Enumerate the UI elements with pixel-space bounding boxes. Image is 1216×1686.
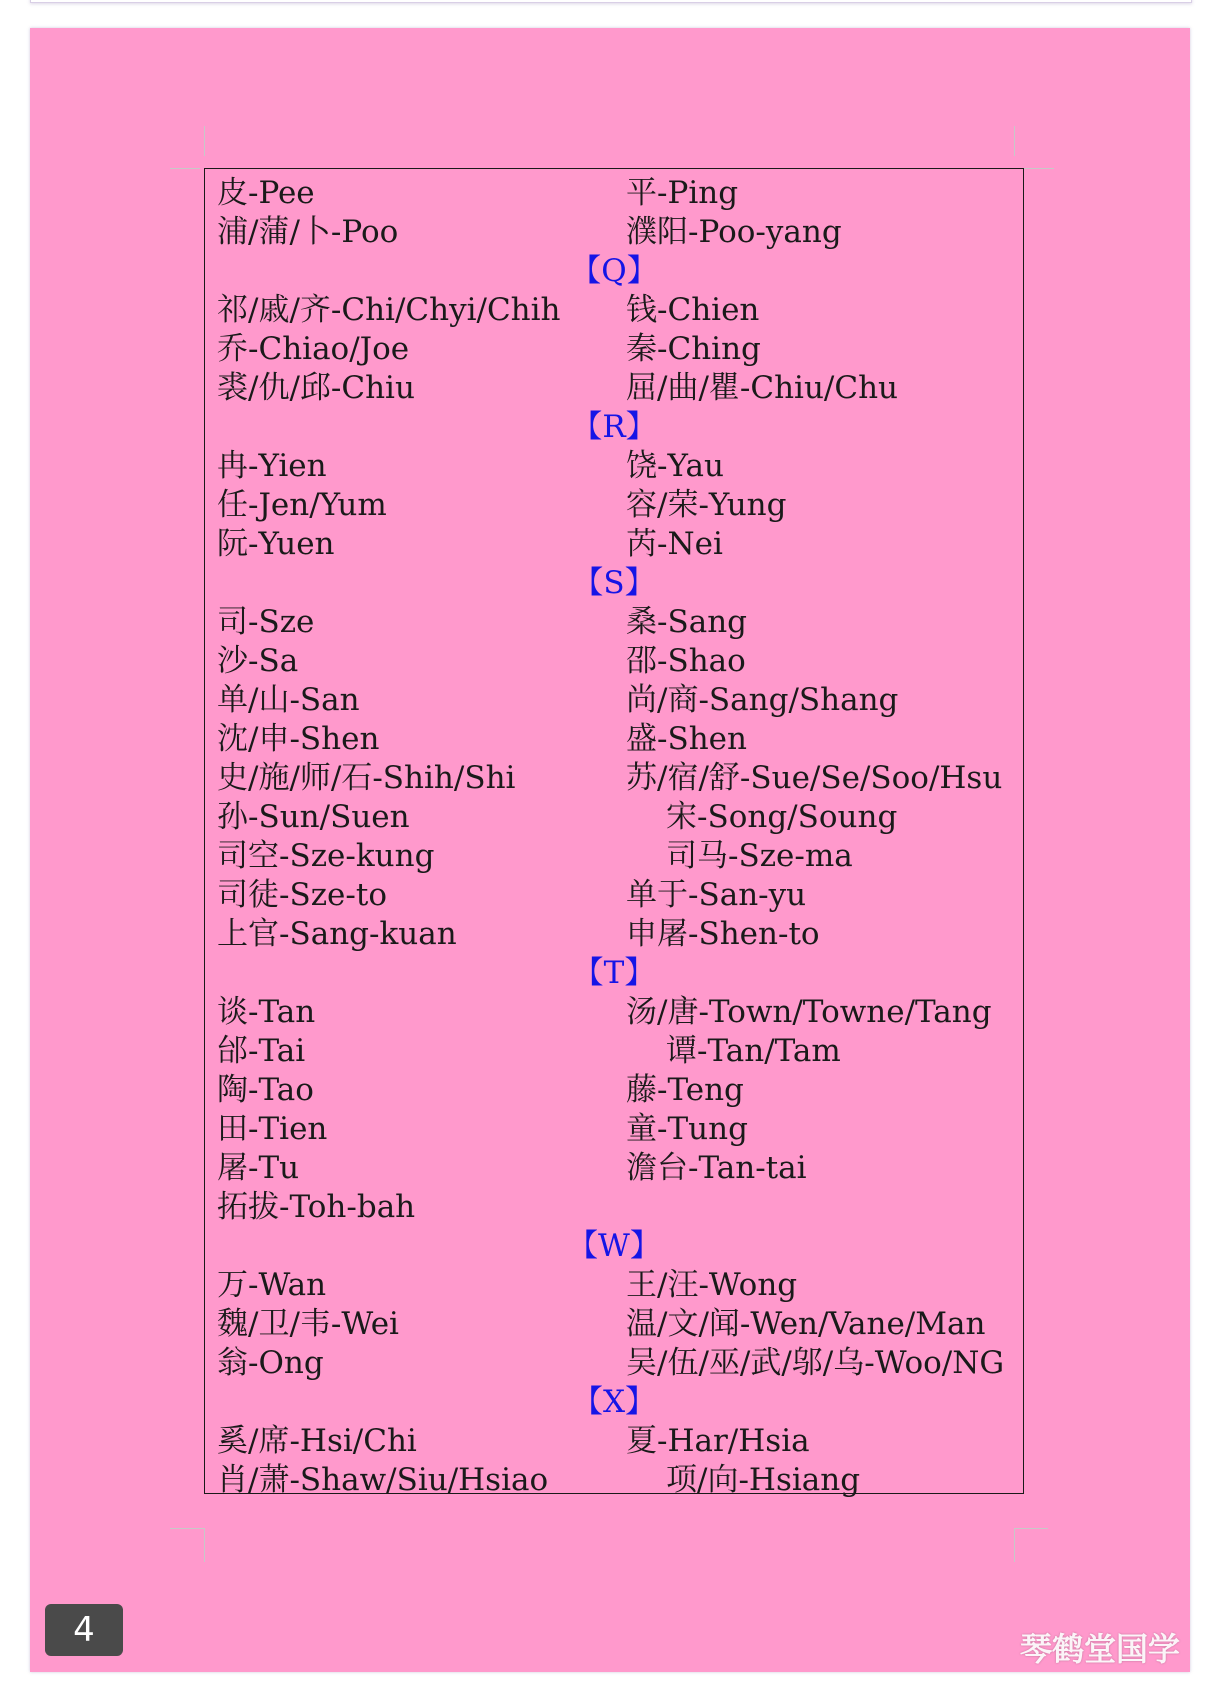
table-row <box>205 642 1023 681</box>
section-heading-row <box>205 1227 1023 1266</box>
surname-right: 秦-Ching <box>626 331 761 367</box>
surname-left: 祁/戚/齐-Chi/Chyi/Chih <box>217 292 561 328</box>
surname-left: 史/施/师/石-Shih/Shi <box>217 760 516 796</box>
surname-right: 申屠-Shen-to <box>626 916 820 952</box>
table-row <box>205 1344 1023 1383</box>
surname-left: 魏/卫/韦-Wei <box>217 1306 399 1342</box>
surname-right: 温/文/闻-Wen/Vane/Man <box>626 1306 986 1342</box>
surname-left: 裘/仇/邱-Chiu <box>217 370 415 406</box>
section-heading-row <box>205 564 1023 603</box>
surname-left: 拓拔-Toh-bah <box>217 1189 416 1225</box>
surname-right: 谭-Tan/Tam <box>666 1033 841 1069</box>
surname-right: 屈/曲/瞿-Chiu/Chu <box>626 370 899 406</box>
surname-right: 夏-Har/Hsia <box>626 1423 810 1459</box>
table-row <box>205 798 1023 837</box>
table-row <box>205 720 1023 759</box>
table-row <box>205 1266 1023 1305</box>
surname-right: 钱-Chien <box>626 292 760 328</box>
table-row <box>205 291 1023 330</box>
section-heading-row <box>205 1383 1023 1422</box>
watermark: 琴鹤堂国学 <box>1020 1630 1181 1668</box>
surname-left: 浦/蒲/卜-Poo <box>217 214 399 250</box>
surname-left: 单/山-San <box>217 682 360 718</box>
page-number-badge[interactable]: 4 <box>45 1604 123 1656</box>
surname-left: 上官-Sang-kuan <box>217 916 457 952</box>
surname-left: 翁-Ong <box>217 1345 324 1381</box>
surname-left: 冉-Yien <box>217 448 327 484</box>
surname-right: 苏/宿/舒-Sue/Se/Soo/Hsu <box>626 760 1003 796</box>
surname-left: 乔-Chiao/Joe <box>217 331 410 367</box>
surname-left: 阮-Yuen <box>217 526 335 562</box>
surname-right: 邵-Shao <box>626 643 746 679</box>
surname-right: 项/向-Hsiang <box>666 1462 861 1498</box>
surname-left: 司徒-Sze-to <box>217 877 387 913</box>
section-heading: 【R】 <box>571 409 657 445</box>
section-heading-row <box>205 954 1023 993</box>
surname-right: 汤/唐-Town/Towne/Tang <box>626 994 992 1030</box>
crop-mark <box>1014 1528 1015 1562</box>
surname-left: 沙-Sa <box>217 643 299 679</box>
table-row <box>205 1110 1023 1149</box>
surname-right: 平-Ping <box>626 175 739 211</box>
surname-left: 司-Sze <box>217 604 315 640</box>
surname-left: 孙-Sun/Suen <box>217 799 410 835</box>
table-row <box>205 1149 1023 1188</box>
table-row <box>205 447 1023 486</box>
surname-right: 饶-Yau <box>626 448 724 484</box>
crop-mark <box>1014 126 1015 156</box>
surname-right: 芮-Nei <box>626 526 723 562</box>
section-heading: 【W】 <box>567 1228 661 1264</box>
surname-right: 尚/商-Sang/Shang <box>626 682 899 718</box>
table-row <box>205 486 1023 525</box>
surname-right: 王/汪-Wong <box>626 1267 798 1303</box>
surname-left: 田-Tien <box>217 1111 328 1147</box>
surname-right: 藤-Teng <box>626 1072 744 1108</box>
crop-mark <box>204 126 205 156</box>
surname-left: 陶-Tao <box>217 1072 314 1108</box>
table-row <box>205 525 1023 564</box>
surname-left: 屠-Tu <box>217 1150 300 1186</box>
surname-table <box>204 168 1024 1498</box>
surname-right: 单于-San-yu <box>626 877 807 913</box>
surname-left: 沈/申-Shen <box>217 721 380 757</box>
table-row <box>205 759 1023 798</box>
previous-page-edge <box>30 0 1192 3</box>
section-heading-row <box>205 408 1023 447</box>
surname-left: 肖/萧-Shaw/Siu/Hsiao <box>217 1462 549 1498</box>
surname-left: 司空-Sze-kung <box>217 838 435 874</box>
surname-right: 澹台-Tan-tai <box>626 1150 807 1186</box>
document-page <box>30 28 1190 1672</box>
table-row <box>205 603 1023 642</box>
table-row <box>205 993 1023 1032</box>
surname-right: 吴/伍/巫/武/邬/乌-Woo/NG <box>626 1345 1005 1381</box>
surname-right: 盛-Shen <box>626 721 747 757</box>
table-row <box>205 1305 1023 1344</box>
crop-mark <box>204 1528 205 1562</box>
surname-right: 宋-Song/Soung <box>666 799 898 835</box>
surname-left: 奚/席-Hsi/Chi <box>217 1423 417 1459</box>
crop-mark <box>170 168 200 169</box>
crop-mark <box>1024 168 1054 169</box>
crop-mark <box>1014 1528 1048 1529</box>
table-row <box>205 213 1023 252</box>
surname-left: 谈-Tan <box>217 994 316 1030</box>
table-row <box>205 1422 1023 1461</box>
section-heading: 【T】 <box>572 955 656 991</box>
table-row <box>205 837 1023 876</box>
table-row <box>205 330 1023 369</box>
table-row <box>205 1071 1023 1110</box>
section-heading: 【S】 <box>572 565 656 601</box>
section-heading-row <box>205 252 1023 291</box>
surname-left: 邰-Tai <box>217 1033 306 1069</box>
surname-left: 任-Jen/Yum <box>217 487 387 523</box>
surname-left: 万-Wan <box>217 1267 327 1303</box>
section-heading: 【X】 <box>571 1384 657 1420</box>
table-row <box>205 1188 1023 1227</box>
surname-right: 容/荣-Yung <box>626 487 787 523</box>
table-row <box>205 369 1023 408</box>
table-row <box>205 876 1023 915</box>
table-row <box>205 174 1023 213</box>
table-row <box>205 1461 1023 1500</box>
section-heading: 【Q】 <box>570 253 658 289</box>
table-row <box>205 1032 1023 1071</box>
table-row <box>205 915 1023 954</box>
surname-right: 司马-Sze-ma <box>666 838 853 874</box>
surname-right: 濮阳-Poo-yang <box>626 214 842 250</box>
crop-mark <box>170 1528 204 1529</box>
table-row <box>205 681 1023 720</box>
surname-right: 童-Tung <box>626 1111 748 1147</box>
surname-left: 皮-Pee <box>217 175 315 211</box>
surname-right: 桑-Sang <box>626 604 748 640</box>
